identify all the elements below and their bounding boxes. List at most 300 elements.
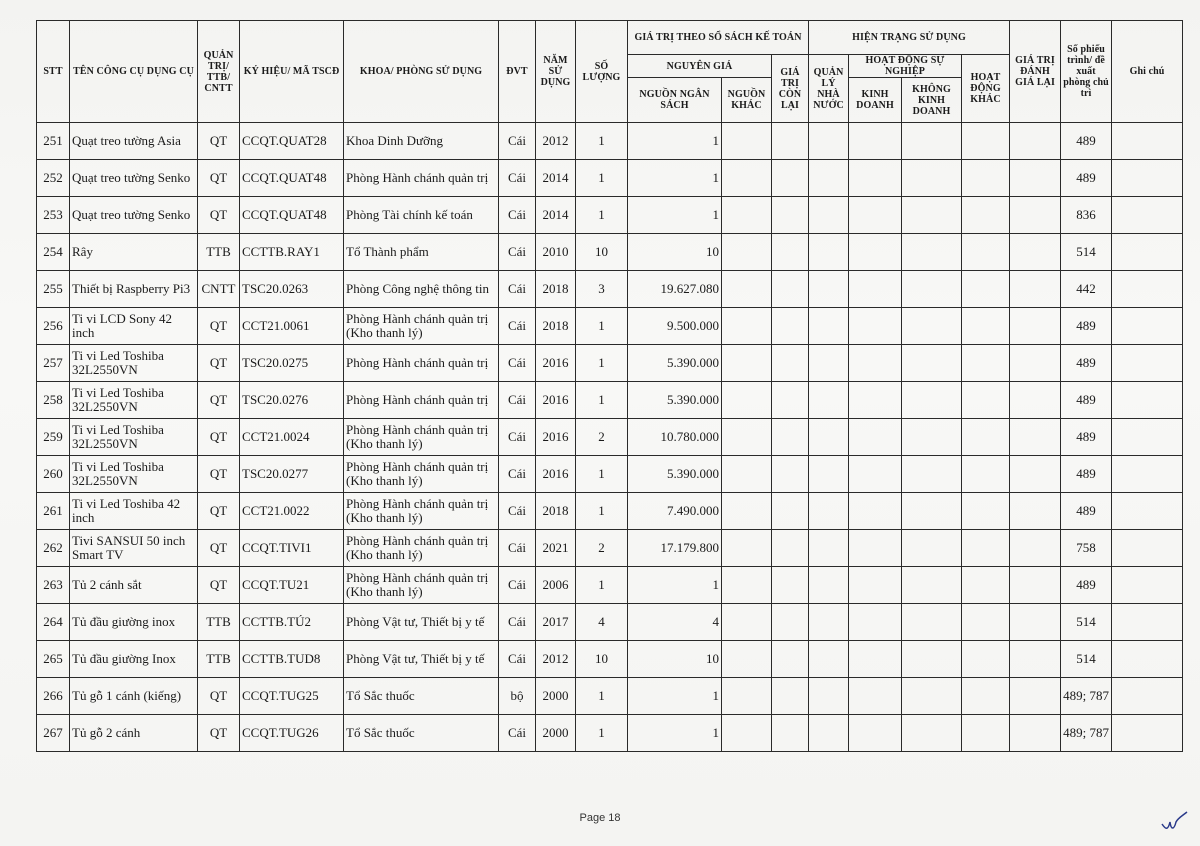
cell-phieu: 514: [1061, 234, 1112, 271]
cell-empty: [1010, 641, 1061, 678]
cell-ten: Quạt treo tường Asia: [70, 123, 198, 160]
cell-empty: [962, 123, 1010, 160]
cell-stt: 266: [37, 678, 70, 715]
cell-empty: [902, 308, 962, 345]
cell-nam: 2000: [536, 678, 576, 715]
cell-empty: [809, 345, 849, 382]
cell-loai: QT: [198, 419, 240, 456]
cell-phieu: 836: [1061, 197, 1112, 234]
header-soluong: SỐ LƯỢNG: [576, 21, 628, 123]
header-ghichu: Ghi chú: [1112, 21, 1183, 123]
cell-empty: [772, 345, 809, 382]
cell-sl: 2: [576, 419, 628, 456]
header-kyhieu: KÝ HIỆU/ MÃ TSCĐ: [240, 21, 344, 123]
table-row: [37, 604, 1183, 641]
cell-empty: [809, 715, 849, 752]
cell-phieu: 514: [1061, 604, 1112, 641]
cell-dvt: Cái: [499, 234, 536, 271]
header-sophieu: Số phiếu trình/ đề xuất phòng chủ trì: [1061, 21, 1112, 123]
cell-khoa: Phòng Vật tư, Thiết bị y tế: [344, 604, 499, 641]
cell-ns: 5.390.000: [628, 345, 722, 382]
cell-empty: [962, 160, 1010, 197]
cell-empty: [722, 604, 772, 641]
cell-empty: [772, 530, 809, 567]
cell-empty: [1112, 308, 1183, 345]
table-row: [37, 197, 1183, 234]
table-row: [37, 715, 1183, 752]
cell-empty: [772, 678, 809, 715]
signature-mark: [1160, 800, 1190, 836]
cell-loai: QT: [198, 197, 240, 234]
cell-stt: 258: [37, 382, 70, 419]
cell-empty: [772, 271, 809, 308]
cell-empty: [1010, 493, 1061, 530]
cell-ns: 17.179.800: [628, 530, 722, 567]
cell-empty: [1010, 345, 1061, 382]
cell-empty: [1112, 123, 1183, 160]
table-body: [37, 123, 1183, 752]
header-stt: STT: [37, 21, 70, 123]
table-header: [37, 21, 1183, 123]
cell-phieu: 489: [1061, 308, 1112, 345]
table-row: [37, 678, 1183, 715]
cell-empty: [809, 197, 849, 234]
cell-khoa: Phòng Hành chánh quản trị (Kho thanh lý): [344, 493, 499, 530]
cell-empty: [772, 493, 809, 530]
cell-loai: QT: [198, 567, 240, 604]
cell-empty: [849, 567, 902, 604]
cell-khoa: Khoa Dinh Dưỡng: [344, 123, 499, 160]
header-khongkd: KHÔNG KINH DOANH: [902, 78, 962, 123]
cell-empty: [809, 382, 849, 419]
cell-empty: [849, 604, 902, 641]
cell-empty: [772, 123, 809, 160]
cell-stt: 260: [37, 456, 70, 493]
cell-ns: 7.490.000: [628, 493, 722, 530]
cell-sl: 1: [576, 715, 628, 752]
cell-empty: [902, 123, 962, 160]
cell-empty: [772, 456, 809, 493]
cell-phieu: 489: [1061, 345, 1112, 382]
cell-ten: Ti vi Led Toshiba 32L2550VN: [70, 456, 198, 493]
cell-empty: [772, 382, 809, 419]
cell-loai: TTB: [198, 641, 240, 678]
cell-khoa: Tổ Thành phẩm: [344, 234, 499, 271]
table-row: [37, 641, 1183, 678]
cell-loai: QT: [198, 160, 240, 197]
cell-stt: 252: [37, 160, 70, 197]
cell-ma: TSC20.0263: [240, 271, 344, 308]
cell-dvt: Cái: [499, 604, 536, 641]
header-danhgia: GIÁ TRỊ ĐÁNH GIÁ LẠI: [1010, 21, 1061, 123]
cell-empty: [809, 160, 849, 197]
cell-dvt: Cái: [499, 530, 536, 567]
cell-ma: TSC20.0275: [240, 345, 344, 382]
cell-nam: 2006: [536, 567, 576, 604]
cell-ten: Rây: [70, 234, 198, 271]
cell-ma: CCQT.TUG26: [240, 715, 344, 752]
cell-empty: [1112, 604, 1183, 641]
cell-empty: [849, 678, 902, 715]
cell-khoa: Phòng Tài chính kế toán: [344, 197, 499, 234]
cell-ns: 10: [628, 234, 722, 271]
cell-nam: 2018: [536, 271, 576, 308]
cell-empty: [1112, 493, 1183, 530]
cell-ma: CCTTB.TÚ2: [240, 604, 344, 641]
cell-empty: [962, 345, 1010, 382]
cell-nam: 2010: [536, 234, 576, 271]
cell-empty: [1010, 678, 1061, 715]
cell-empty: [722, 160, 772, 197]
cell-empty: [962, 567, 1010, 604]
cell-empty: [772, 567, 809, 604]
cell-ma: CCQT.TIVI1: [240, 530, 344, 567]
header-khoa: KHOA/ PHÒNG SỬ DỤNG: [344, 21, 499, 123]
cell-khoa: Phòng Hành chánh quản trị (Kho thanh lý): [344, 419, 499, 456]
cell-ns: 4: [628, 604, 722, 641]
cell-empty: [849, 530, 902, 567]
cell-empty: [772, 419, 809, 456]
cell-empty: [1010, 160, 1061, 197]
header-hdsn: HOẠT ĐỘNG SỰ NGHIỆP: [849, 55, 962, 78]
header-quantri: QUẢN TRỊ/ TTB/ CNTT: [198, 21, 240, 123]
table-row: [37, 160, 1183, 197]
cell-empty: [902, 715, 962, 752]
header-nguyengia: NGUYÊN GIÁ: [628, 55, 772, 78]
cell-empty: [962, 234, 1010, 271]
header-qlnn: QUẢN LÝ NHÀ NƯỚC: [809, 55, 849, 123]
cell-empty: [1010, 567, 1061, 604]
table-row: [37, 308, 1183, 345]
cell-dvt: Cái: [499, 123, 536, 160]
cell-empty: [962, 382, 1010, 419]
cell-loai: TTB: [198, 234, 240, 271]
cell-empty: [809, 271, 849, 308]
cell-empty: [902, 456, 962, 493]
cell-empty: [902, 567, 962, 604]
cell-ma: CCTTB.TUD8: [240, 641, 344, 678]
table-row: [37, 456, 1183, 493]
cell-empty: [809, 123, 849, 160]
cell-empty: [772, 234, 809, 271]
cell-ma: CCQT.TU21: [240, 567, 344, 604]
cell-ten: Ti vi Led Toshiba 32L2550VN: [70, 419, 198, 456]
cell-sl: 10: [576, 641, 628, 678]
cell-dvt: Cái: [499, 456, 536, 493]
cell-stt: 263: [37, 567, 70, 604]
cell-dvt: Cái: [499, 715, 536, 752]
cell-sl: 3: [576, 271, 628, 308]
cell-ma: TSC20.0277: [240, 456, 344, 493]
cell-empty: [772, 308, 809, 345]
cell-phieu: 442: [1061, 271, 1112, 308]
cell-empty: [902, 160, 962, 197]
cell-nam: 2012: [536, 641, 576, 678]
cell-khoa: Tổ Sắc thuốc: [344, 678, 499, 715]
cell-empty: [849, 641, 902, 678]
cell-empty: [1112, 641, 1183, 678]
cell-empty: [809, 493, 849, 530]
cell-ten: Ti vi Led Toshiba 42 inch: [70, 493, 198, 530]
header-ten: TÊN CÔNG CỤ DỤNG CỤ: [70, 21, 198, 123]
cell-khoa: Phòng Vật tư, Thiết bị y tế: [344, 641, 499, 678]
cell-empty: [849, 456, 902, 493]
cell-empty: [809, 530, 849, 567]
cell-empty: [849, 345, 902, 382]
cell-empty: [902, 493, 962, 530]
cell-ten: Thiết bị Raspberry Pi3: [70, 271, 198, 308]
cell-ns: 1: [628, 197, 722, 234]
header-nam: NĂM SỬ DỤNG: [536, 21, 576, 123]
cell-ns: 5.390.000: [628, 456, 722, 493]
cell-phieu: 489: [1061, 382, 1112, 419]
cell-empty: [722, 234, 772, 271]
cell-empty: [1010, 715, 1061, 752]
cell-phieu: 489: [1061, 160, 1112, 197]
cell-empty: [962, 197, 1010, 234]
cell-stt: 253: [37, 197, 70, 234]
cell-empty: [722, 493, 772, 530]
cell-khoa: Phòng Hành chánh quản trị: [344, 382, 499, 419]
cell-phieu: 489; 787: [1061, 715, 1112, 752]
cell-stt: 255: [37, 271, 70, 308]
cell-stt: 261: [37, 493, 70, 530]
cell-empty: [722, 271, 772, 308]
cell-empty: [722, 308, 772, 345]
cell-sl: 1: [576, 345, 628, 382]
cell-sl: 1: [576, 678, 628, 715]
page-number: Page 18: [579, 812, 621, 824]
cell-empty: [962, 456, 1010, 493]
cell-empty: [849, 382, 902, 419]
header-nguonns: NGUỒN NGÂN SÁCH: [628, 78, 722, 123]
cell-empty: [849, 197, 902, 234]
table-row: [37, 493, 1183, 530]
cell-stt: 256: [37, 308, 70, 345]
cell-dvt: Cái: [499, 493, 536, 530]
cell-ns: 9.500.000: [628, 308, 722, 345]
cell-empty: [809, 419, 849, 456]
cell-nam: 2012: [536, 123, 576, 160]
cell-loai: TTB: [198, 604, 240, 641]
cell-empty: [1112, 345, 1183, 382]
cell-nam: 2018: [536, 493, 576, 530]
table-row: [37, 419, 1183, 456]
cell-empty: [962, 604, 1010, 641]
table-row: [37, 345, 1183, 382]
cell-empty: [1112, 419, 1183, 456]
cell-sl: 1: [576, 493, 628, 530]
inventory-table: [36, 20, 1183, 752]
cell-empty: [809, 567, 849, 604]
cell-empty: [962, 271, 1010, 308]
cell-empty: [1112, 456, 1183, 493]
cell-empty: [1010, 604, 1061, 641]
cell-ns: 1: [628, 160, 722, 197]
cell-ns: 5.390.000: [628, 382, 722, 419]
cell-empty: [772, 160, 809, 197]
cell-khoa: Phòng Hành chánh quản trị: [344, 160, 499, 197]
cell-dvt: Cái: [499, 197, 536, 234]
cell-empty: [849, 160, 902, 197]
cell-stt: 259: [37, 419, 70, 456]
cell-empty: [722, 123, 772, 160]
cell-empty: [1010, 271, 1061, 308]
cell-dvt: Cái: [499, 345, 536, 382]
cell-empty: [962, 641, 1010, 678]
cell-ten: Quạt treo tường Senko: [70, 160, 198, 197]
cell-phieu: 489: [1061, 567, 1112, 604]
cell-ns: 10.780.000: [628, 419, 722, 456]
cell-empty: [722, 197, 772, 234]
cell-stt: 257: [37, 345, 70, 382]
cell-loai: QT: [198, 715, 240, 752]
cell-sl: 1: [576, 197, 628, 234]
header-nguonkhac: NGUỒN KHÁC: [722, 78, 772, 123]
cell-empty: [1112, 382, 1183, 419]
table-row: [37, 382, 1183, 419]
cell-sl: 10: [576, 234, 628, 271]
cell-empty: [722, 715, 772, 752]
cell-ma: CCTTB.RAY1: [240, 234, 344, 271]
cell-empty: [1112, 530, 1183, 567]
cell-ten: Tủ đầu giường inox: [70, 604, 198, 641]
cell-dvt: Cái: [499, 308, 536, 345]
cell-stt: 251: [37, 123, 70, 160]
cell-ma: CCT21.0024: [240, 419, 344, 456]
cell-nam: 2016: [536, 456, 576, 493]
cell-dvt: bộ: [499, 678, 536, 715]
cell-phieu: 489: [1061, 123, 1112, 160]
cell-dvt: Cái: [499, 567, 536, 604]
cell-empty: [902, 678, 962, 715]
table-row: [37, 567, 1183, 604]
cell-empty: [722, 345, 772, 382]
cell-empty: [772, 715, 809, 752]
cell-khoa: Phòng Hành chánh quản trị: [344, 345, 499, 382]
cell-stt: 262: [37, 530, 70, 567]
cell-empty: [902, 419, 962, 456]
cell-ten: Tivi SANSUI 50 inch Smart TV: [70, 530, 198, 567]
cell-loai: QT: [198, 345, 240, 382]
cell-ma: TSC20.0276: [240, 382, 344, 419]
table-row: [37, 123, 1183, 160]
cell-dvt: Cái: [499, 382, 536, 419]
cell-empty: [849, 419, 902, 456]
cell-empty: [962, 419, 1010, 456]
cell-empty: [849, 715, 902, 752]
cell-sl: 1: [576, 567, 628, 604]
cell-dvt: Cái: [499, 160, 536, 197]
cell-dvt: Cái: [499, 641, 536, 678]
cell-empty: [962, 715, 1010, 752]
cell-empty: [849, 123, 902, 160]
cell-khoa: Phòng Hành chánh quản trị (Kho thanh lý): [344, 456, 499, 493]
cell-empty: [902, 604, 962, 641]
cell-empty: [1010, 234, 1061, 271]
cell-empty: [902, 271, 962, 308]
cell-empty: [809, 604, 849, 641]
cell-empty: [809, 678, 849, 715]
cell-phieu: 514: [1061, 641, 1112, 678]
cell-loai: QT: [198, 530, 240, 567]
cell-empty: [1112, 715, 1183, 752]
cell-sl: 1: [576, 160, 628, 197]
cell-ns: 10: [628, 641, 722, 678]
cell-phieu: 758: [1061, 530, 1112, 567]
cell-empty: [962, 493, 1010, 530]
cell-empty: [1112, 567, 1183, 604]
cell-loai: QT: [198, 123, 240, 160]
header-hdkhac: HOẠT ĐỘNG KHÁC: [962, 55, 1010, 123]
cell-ma: CCQT.TUG25: [240, 678, 344, 715]
cell-empty: [722, 567, 772, 604]
table-row: [37, 271, 1183, 308]
cell-ten: Ti vi LCD Sony 42 inch: [70, 308, 198, 345]
cell-ma: CCQT.QUAT28: [240, 123, 344, 160]
cell-empty: [1010, 530, 1061, 567]
cell-empty: [809, 234, 849, 271]
cell-dvt: Cái: [499, 271, 536, 308]
cell-empty: [1112, 271, 1183, 308]
cell-stt: 254: [37, 234, 70, 271]
cell-sl: 4: [576, 604, 628, 641]
cell-phieu: 489; 787: [1061, 678, 1112, 715]
cell-empty: [902, 382, 962, 419]
cell-phieu: 489: [1061, 456, 1112, 493]
cell-loai: QT: [198, 493, 240, 530]
table-row: [37, 530, 1183, 567]
cell-khoa: Phòng Hành chánh quản trị (Kho thanh lý): [344, 308, 499, 345]
cell-ten: Tủ gỗ 1 cánh (kiếng): [70, 678, 198, 715]
cell-ma: CCT21.0022: [240, 493, 344, 530]
cell-ma: CCT21.0061: [240, 308, 344, 345]
cell-khoa: Phòng Hành chánh quản trị (Kho thanh lý): [344, 567, 499, 604]
cell-nam: 2014: [536, 197, 576, 234]
cell-empty: [902, 197, 962, 234]
cell-empty: [772, 641, 809, 678]
cell-empty: [902, 530, 962, 567]
cell-empty: [902, 641, 962, 678]
cell-ns: 1: [628, 678, 722, 715]
cell-nam: 2017: [536, 604, 576, 641]
cell-empty: [1010, 123, 1061, 160]
cell-loai: QT: [198, 456, 240, 493]
cell-empty: [962, 678, 1010, 715]
cell-nam: 2016: [536, 345, 576, 382]
cell-ns: 1: [628, 567, 722, 604]
cell-empty: [849, 234, 902, 271]
cell-loai: CNTT: [198, 271, 240, 308]
cell-empty: [849, 308, 902, 345]
cell-sl: 1: [576, 382, 628, 419]
cell-khoa: Tổ Sắc thuốc: [344, 715, 499, 752]
cell-sl: 2: [576, 530, 628, 567]
cell-nam: 2000: [536, 715, 576, 752]
cell-ten: Tủ gỗ 2 cánh: [70, 715, 198, 752]
cell-stt: 265: [37, 641, 70, 678]
cell-phieu: 489: [1061, 419, 1112, 456]
cell-loai: QT: [198, 678, 240, 715]
cell-ns: 19.627.080: [628, 271, 722, 308]
header-hientrang: HIỆN TRẠNG SỬ DỤNG: [809, 21, 1010, 55]
cell-empty: [1010, 382, 1061, 419]
cell-ten: Ti vi Led Toshiba 32L2550VN: [70, 345, 198, 382]
header-giatriconlai: GIÁ TRỊ CÒN LẠI: [772, 55, 809, 123]
cell-stt: 267: [37, 715, 70, 752]
cell-empty: [722, 641, 772, 678]
cell-empty: [809, 456, 849, 493]
